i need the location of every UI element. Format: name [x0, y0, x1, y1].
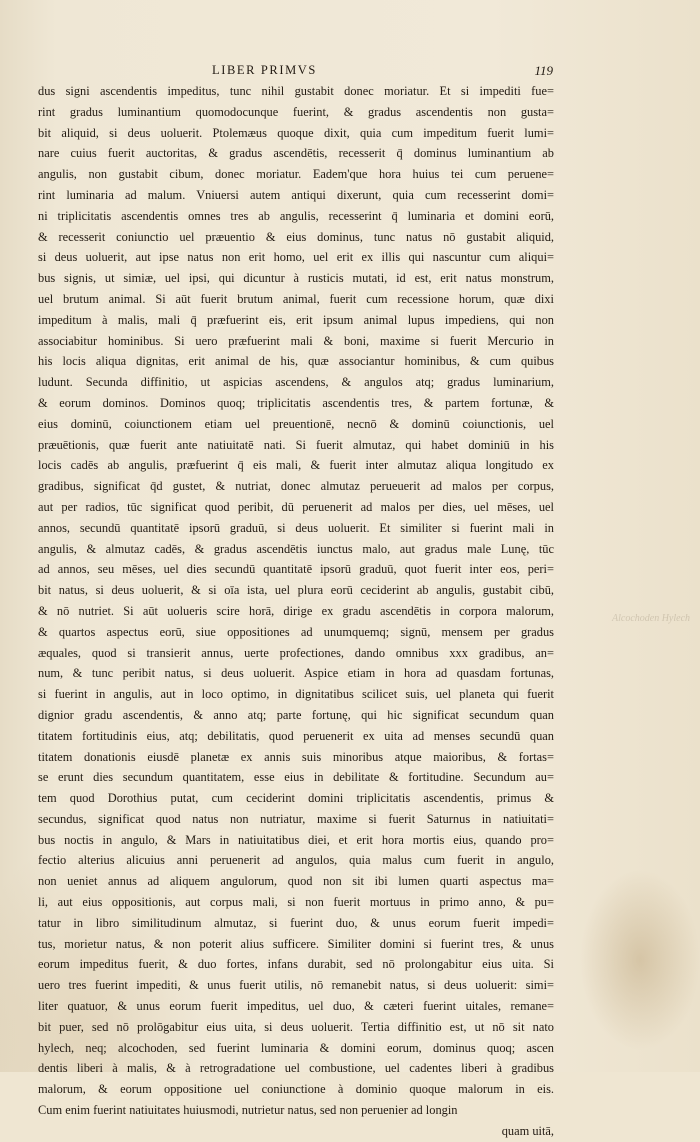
text-line: tatur in libro similitudinum almutaz, si fuerint duo, & unus eorum fuerit impedi=: [38, 915, 554, 930]
text-line: dignior gradu ascendentis, & anno atq; parte fortunę, qui hic significat secundum quan: [38, 707, 554, 722]
text-line: æquales, quod si transierit annus, uerte profectiones, dando omnibus xxx gradibus, an=: [38, 645, 554, 660]
text-line: non ueniet annus ad aliquem angulorum, quod non sit ibi lumen quarti aspectus ma=: [38, 874, 554, 889]
text-line: his locis aliqua dignitas, erit animal de his, quæ associantur hominibus, & cum quibus: [38, 354, 554, 369]
bleed-through-text: Alcochoden Hylech: [612, 613, 691, 624]
text-line: & nō nutriet. Si aūt uolueris scire horā, dirige ex gradu ascendētis in corpora malorum,: [38, 603, 554, 618]
text-line: angulis, & almutaz cadēs, & gradus ascendētis iunctus malo, aut gradus male Lunę, tūc: [38, 541, 554, 556]
text-line: annos, secundū quantitatē ipsorū graduū, si deus uoluerit. Et similiter si fuerint mali in: [38, 520, 554, 535]
folio-number: 119: [534, 63, 553, 78]
text-line: & recesserit coniunctio uel præuentio & eius dominus, tunc natus nō gustabit aliquid,: [38, 229, 554, 244]
text-line: bus signis, ut simiæ, uel ipsi, qui dicuntur à rusticis mutati, id est, erit natus monstrum,: [38, 271, 554, 286]
text-line: secundus, significat quod natus non nutriatur, maxime si fuerit Saturnus in natiuitati=: [38, 811, 554, 826]
text-line: rint gradus luminantium quomodocunque fuerint, & gradus ascendentis non gusta=: [38, 104, 554, 119]
body-text: [38, 81, 554, 1142]
text-line: li, aut eius oppositionis, aut corpus mali, si non fuerit mortuus in primo anno, & pu=: [38, 895, 554, 910]
text-line: fectio alterius alicuius anni peruenerit ad angulos, quia malus cum fuerit in angulo,: [38, 853, 554, 868]
text-line: bus noctis in angulo, & Mars in natiuitatibus diei, et erit hora mortis eius, quando pro=: [38, 832, 554, 847]
text-line: liter quatuor, & unus eorum fuerit impeditus, uel duo, & cæteri fuerint uitales, remane=: [38, 999, 554, 1014]
text-line: aut per radios, tūc significat quod peribit, dū peruenerit ad malos per dies, uel mēses, uel: [38, 499, 554, 514]
text-line: si fuerint in angulis, aut in loco optimo, in dignitatibus scilicet suis, uel planeta qui fuerit: [38, 687, 554, 702]
text-line: associabitur hominibus. Si uero præfuerint mali & boni, maxime si fuerit Mercurio in: [38, 333, 554, 348]
text-line: dentis liberi à malis, & à retrogradatione uel combustione, uel cadentes liberi à gradibus: [38, 1061, 554, 1076]
text-line: nare cuius fuerit auctoritas, & gradus ascendētis, recesserit q̄ dominus luminantium ab: [38, 146, 554, 161]
catchword: quam uitā,: [501, 1123, 554, 1138]
running-title: LIBER PRIMVS: [212, 63, 317, 77]
text-line: uel brutum animal. Si aūt fuerit brutum animal, fuerit cum recessione horum, quæ dixi: [38, 291, 554, 306]
text-line: rint luminaria ad malum. Vniuersi autem antiqui dixerunt, quia cum recesserint domi=: [38, 187, 554, 202]
text-line: ludunt. Secunda diffinitio, ut aspicias ascendens, & angulos atq; gradus luminarium,: [38, 375, 554, 390]
text-line: malorum, & eorum oppositione uel coniunctione à dominio quoque malorum in eis.: [38, 1082, 554, 1097]
text-line: impeditum à malis, mali q̄ præfuerint eis, erit ipsum animal lupus impediens, qui non: [38, 312, 554, 327]
text-line: ni triplicitatis ascendentis omnes tres ab angulis, recesserint q̄ luminaria et domini eorū,: [38, 208, 554, 223]
text-line: num, & tunc peribit natus, si deus uoluerit. Aspice etiam in hora ad quasdam fortunas,: [38, 666, 554, 681]
text-line: titatem fortitudinis eius, atq; debilitatis, quod peruenerit ex uita ad menses secundū quan: [38, 728, 554, 743]
text-line: dus signi ascendentis impeditus, tunc nihil gustabit donec moriatur. Et si impediti fue=: [38, 84, 554, 98]
text-line: tem quod Dorothius putat, cum ceciderint domini triplicitatis ascendentis, primus &: [38, 791, 554, 806]
text-line: Cum enim fuerint natiuitates huiusmodi, nutrietur natus, sed non peruenier ad longin: [38, 1103, 458, 1118]
text-line: tus, morietur natus, & non poterit alius sufficere. Similiter domini si fuerint tres, & unus: [38, 936, 554, 951]
text-line: & quartos aspectus eorū, siue oppositiones ad unumquemq; signū, mensem per gradus: [38, 624, 554, 639]
text-line: uero tres fuerint impediti, & unus fuerit utilis, nō remanebit natus, si deus uoluerit: simi=: [38, 978, 554, 993]
text-line: si deus uoluerit, aut ipse natus non erit homo, uel erit ex illis qui nascuntur cum aliqui=: [38, 250, 554, 265]
text-line: bit puer, sed nō prolōgabitur eius uita, si deus uoluerit. Tertia diffinitio est, ut nō sit nato: [38, 1019, 554, 1034]
page-header: [0, 63, 700, 83]
text-line: eius dominū, coiunctionem etiam uel preuentionē, necnō & dominū coiunctionis, uel: [38, 416, 554, 431]
text-line: ad annos, seu mēses, uel dies secundū quantitatē ipsorū graduū, quot fuerit inter eos, peri=: [38, 562, 554, 577]
text-line: locis cadēs ab angulis, præfuerint q̄ eis mali, & fuerit inter almutaz aliqua longitudo ex: [38, 458, 554, 473]
text-line: gradibus, significat q̄d gustet, & nutriat, donec almutaz perueuerit ad malos per corpus,: [38, 479, 554, 494]
text-line: præuētionis, quæ fuerit ante natiuitatē nati. Si fuerit almutaz, qui habet dominiū in his: [38, 437, 554, 452]
text-line: eorum impeditus fuerit, & duo fortes, infans durabit, sed nō prolongabitur eius uita. Si: [38, 957, 554, 972]
text-line: bit natus, si deus uoluerit, & si oīa ista, uel plura eorū ceciderint ab angulis, gustabit cibū,: [38, 583, 554, 598]
text-line: & eorum dominos. Dominos quoq; triplicitatis ascendentis tres, & partem fortunæ, &: [38, 395, 554, 410]
text-line: titatem donationis eiusdē planetæ ex annis suis minoribus atque maioribus, & fortas=: [38, 749, 554, 764]
text-line: bit aliquid, si deus uoluerit. Ptolemæus quoque dixit, quia cum impeditum fuerit lumi=: [38, 125, 554, 140]
text-line: angulis, non gustabit cibum, donec moriatur. Eadem'que hora huius tei cum peruene=: [38, 167, 554, 182]
text-line: se erunt dies secundum quantitatem, esse eius in debilitate & fortitudine. Secundum au=: [38, 770, 554, 785]
text-line: hylech, neq; alcochoden, sed fuerint luminaria & domini eorum, dominus quoq; ascen: [38, 1040, 554, 1055]
